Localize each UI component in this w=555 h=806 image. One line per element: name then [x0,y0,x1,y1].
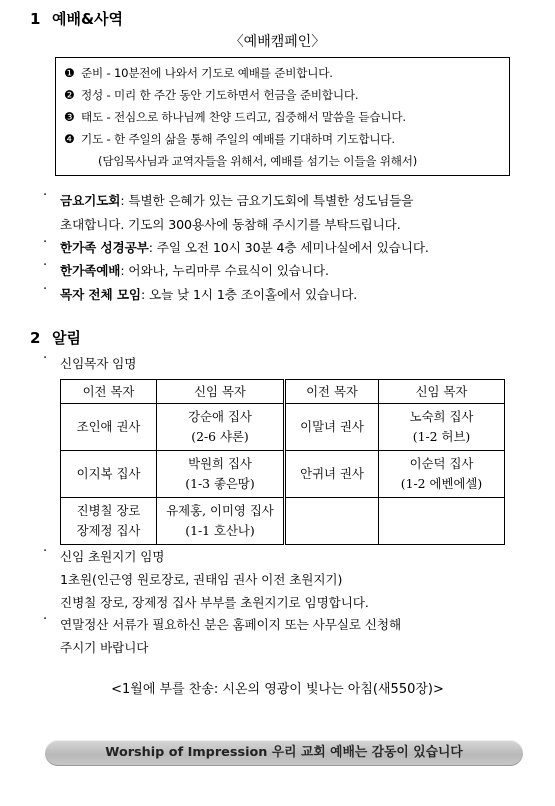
bullet-dot: · [43,612,48,627]
friday-prayer-continuation: 초대합니다. 기도의 300용사에 동참해 주시기를 부탁드립니다. [60,217,401,232]
cell-line: 안귀녀 권사 [300,466,364,481]
elder-appointment-heading: 신임 초원지기 임명 [60,549,165,564]
cell-line: 진병칠 장로 [76,503,141,518]
friday-prayer-label: 금요기도회 [60,193,121,208]
bullet-dot: · [43,351,48,366]
campaign-item-3 [64,109,406,125]
cell-line: 이말녀 권사 [300,419,364,434]
bullet-dot: · [43,188,48,203]
family-worship-text: : 어와나, 누리마루 수료식이 있습니다. [120,263,329,278]
family-worship-label: 한가족예배 [60,263,121,278]
campaign-item-3-text: 태도 - 전심으로 하나님께 찬양 드리고, 집중해서 말씀을 듣습니다. [81,110,406,124]
cell-line: 이지복 집사 [76,466,141,481]
cell-line: 강순애 집사 [188,409,252,424]
shepherd-meeting-line [60,284,357,303]
campaign-item-1 [64,65,333,81]
table-header-row [61,380,505,404]
table-cell [157,404,285,451]
table-cell [285,404,379,451]
new-shepherd-heading: 신임목자 임명 [60,356,137,371]
hymn-notice: <1월에 부를 찬송: 시온의 영광이 빛나는 아침(새550장)> [111,682,444,697]
header-new-shepherd: 신임 목자 [157,380,285,404]
table-cell [61,498,157,545]
number-4-icon: ❹ [64,132,75,146]
bullet-dot: · [43,258,48,273]
section-2-number: 2 [30,329,41,347]
campaign-item-2-text: 정성 - 미리 한 주간 동안 기도하면서 헌금을 준비합니다. [81,88,359,102]
section-2-title [30,327,81,348]
table-cell [379,404,505,451]
number-2-icon: ❷ [64,88,75,102]
cell-line: 박원희 집사 [188,456,252,471]
number-3-icon: ❸ [64,110,75,124]
bible-study-line [60,237,429,256]
cell-line: 노숙희 집사 [409,409,474,424]
section-2-label: 알림 [52,329,81,347]
friday-prayer-text: : 특별한 은혜가 있는 금요기도회에 특별한 성도님들을 [120,193,414,208]
campaign-box [55,57,510,176]
tax-notice-line-1: 연말정산 서류가 필요하신 분은 홈페이지 또는 사무실로 신청해 [60,617,402,632]
friday-prayer-line [60,190,413,209]
table-cell [285,451,379,498]
cell-line: (1-1 호산나) [185,523,255,538]
header-new-shepherd: 신임 목자 [379,380,505,404]
bible-study-text: : 주일 오전 10시 30분 4층 세미나실에서 있습니다. [148,240,429,255]
header-previous-shepherd: 이전 목자 [61,380,157,404]
section-1-number: 1 [30,10,41,28]
tax-notice-line-2: 주시기 바랍니다 [60,640,149,655]
table-cell [61,404,157,451]
header-previous-shepherd: 이전 목자 [285,380,379,404]
table-row [61,451,505,498]
table-cell [61,451,157,498]
cell-line: (1-3 좋은땅) [185,476,255,491]
campaign-item-2 [64,87,358,103]
worship-banner: Worship of Impression 우리 교회 예배는 감동이 있습니다 [45,740,523,766]
table-cell [379,451,505,498]
section-1-label: 예배&사역 [52,10,124,28]
cell-line: (1-2 에벤에셀) [400,476,483,491]
table-cell [157,451,285,498]
shepherd-meeting-text: : 오늘 낮 1시 1층 조이홀에서 있습니다. [140,287,358,302]
table-row [61,404,505,451]
campaign-item-4-text: 기도 - 한 주일의 삶을 통해 주일의 예배를 기대하며 기도합니다. [81,132,395,146]
table-row [61,498,505,545]
elder-appointment-line-1: 1초원(인근영 원로장로, 권태임 권사 이전 초원지기) [60,572,343,587]
elder-appointment-line-2: 진병칠 장로, 장제정 집사 부부를 초원지기로 임명합니다. [60,595,369,610]
shepherd-appointment-table [60,379,505,545]
cell-line: 장제정 집사 [76,523,141,538]
bullet-dot: · [43,235,48,250]
campaign-item-4 [64,131,395,147]
bullet-dot: · [43,544,48,559]
table-cell-empty [285,498,379,545]
campaign-title: 〈예배캠페인〉 [229,34,326,50]
campaign-note: (담임목사님과 교역자들을 위해서, 예배를 섬기는 이들을 위해서) [98,154,418,168]
family-worship-line [60,260,329,279]
table-cell-empty [379,498,505,545]
bullet-dot: · [43,282,48,297]
bible-study-label: 한가족 성경공부 [60,240,149,255]
cell-line: (2-6 샤론) [191,429,249,444]
campaign-item-1-text: 준비 - 10분전에 나와서 기도로 예배를 준비합니다. [81,66,333,80]
cell-line: 이순덕 집사 [409,456,474,471]
cell-line: 유제홍, 이미영 집사 [166,503,274,518]
section-1-title [30,8,123,29]
number-1-icon: ❶ [64,66,75,80]
table-cell [157,498,285,545]
cell-line: 조인애 권사 [76,419,141,434]
shepherd-meeting-label: 목자 전체 모임 [60,287,141,302]
cell-line: (1-2 허브) [412,429,471,444]
